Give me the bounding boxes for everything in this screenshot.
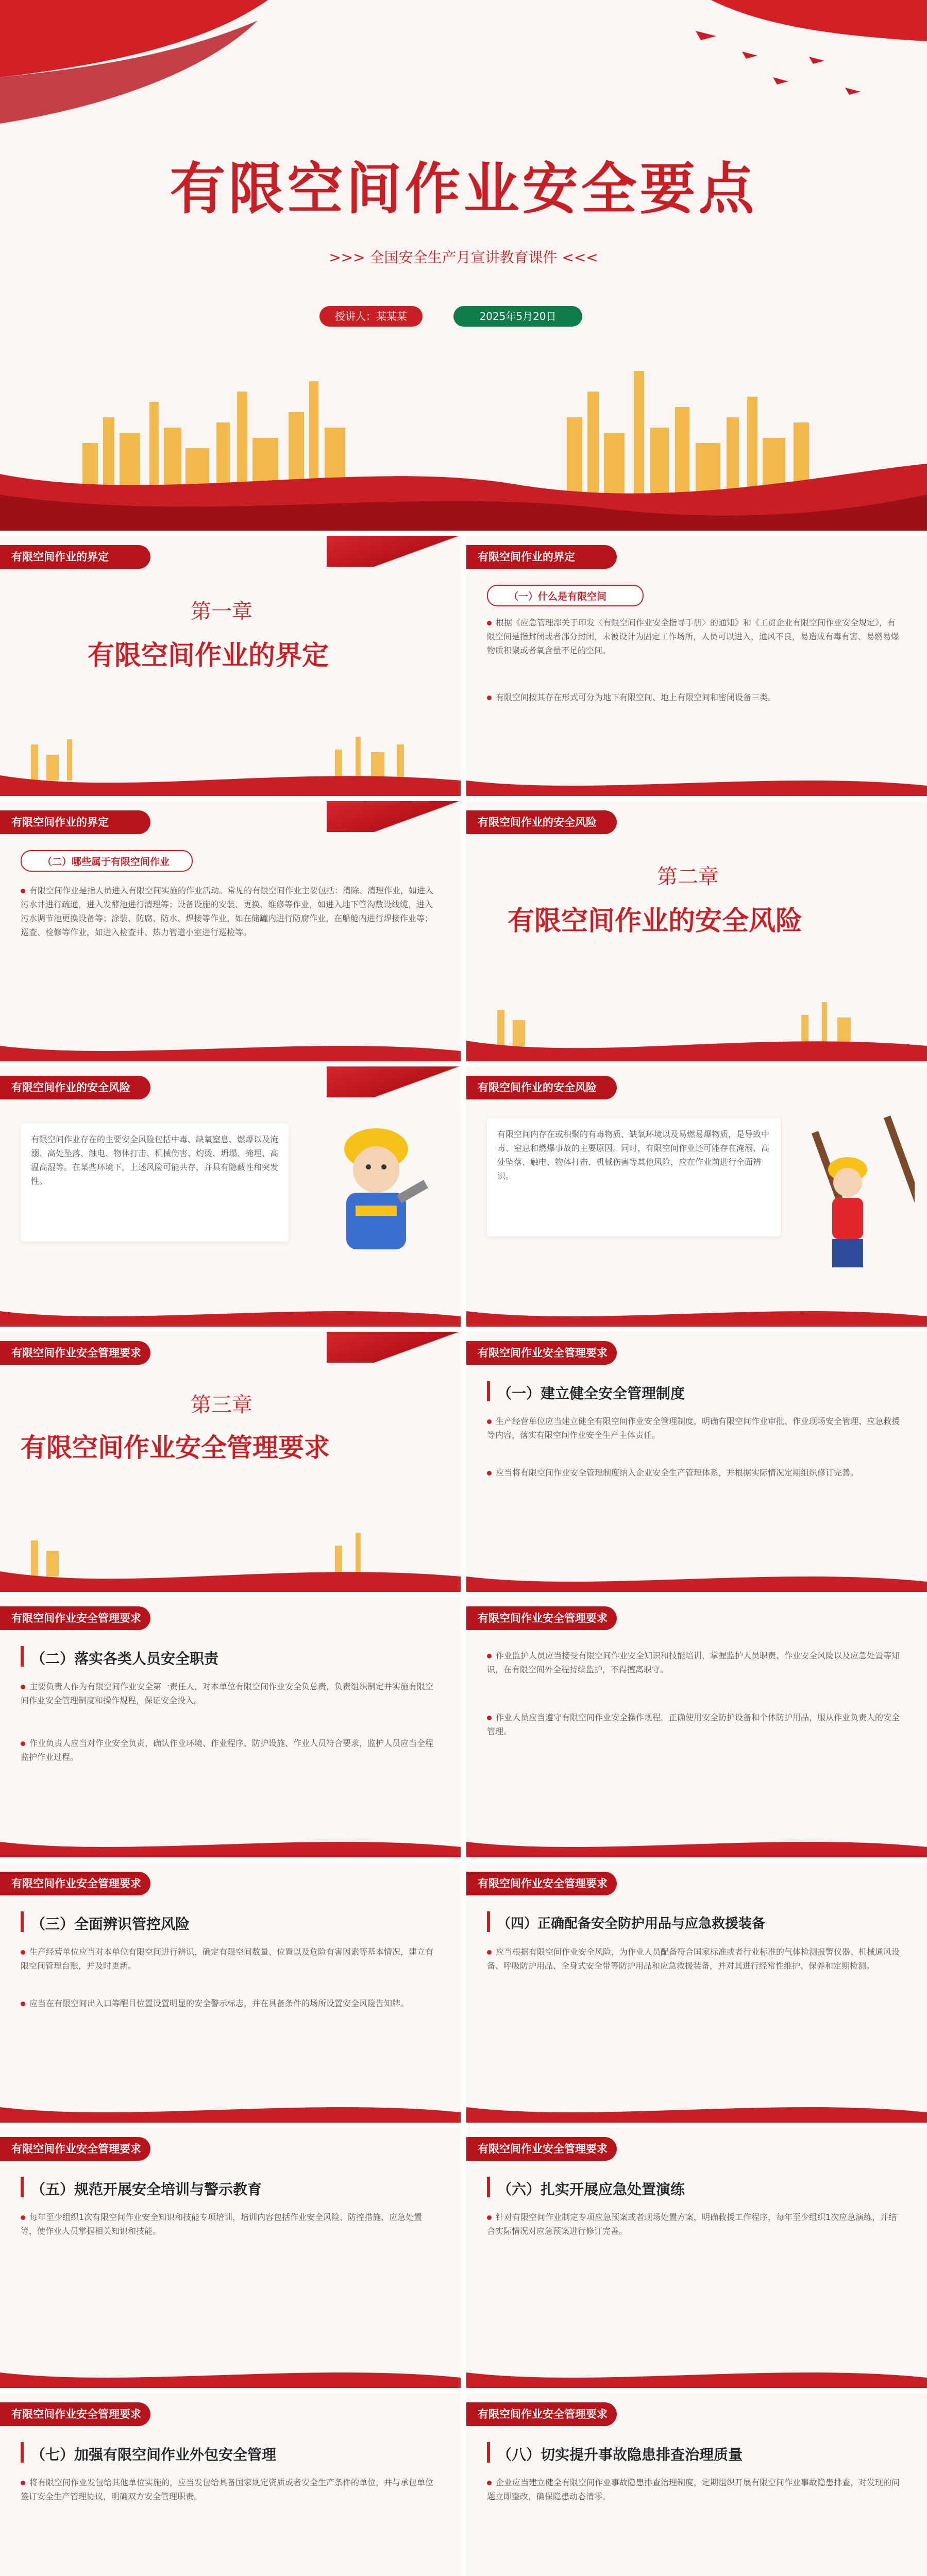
subheading-text: （一）什么是有限空间 [509, 591, 607, 602]
paragraph-text: 生产经营单位应当建立健全有限空间作业安全管理制度，明确有限空间作业审批、作业现场安全管理、应急救援等内容，落实有限空间作业安全生产主体责任。 [487, 1416, 900, 1440]
bullet-dot [21, 1741, 25, 1746]
management-8-slide [0, 2393, 461, 2576]
cover-top-ribbon [0, 0, 927, 134]
slide-header: 有限空间作业安全管理要求 [0, 1606, 150, 1630]
section-bar [21, 2177, 24, 2197]
corner-ribbon [327, 1066, 461, 1097]
bottom-wave [0, 1291, 461, 1327]
paragraph-text: 每年至少组织1次有限空间作业安全知识和技能专项培训，培训内容包括作业安全风险、防控措施、应急处置等，使作业人员掌握相关知识和技能。 [21, 2212, 423, 2236]
bottom-wave [0, 2087, 461, 2123]
paragraph-1 [21, 1945, 438, 1973]
paragraph-1 [487, 2476, 904, 2503]
subheading-pill [21, 850, 193, 872]
bullet-dot [21, 2215, 25, 2220]
management-6-slide [0, 2128, 461, 2388]
cover-slide [0, 0, 927, 531]
corner-ribbon [327, 1332, 461, 1363]
section-title: （一）建立健全安全管理制度 [497, 1385, 685, 1402]
management-2-slide [0, 1597, 461, 1857]
paragraph-2 [487, 690, 899, 704]
slide-header: 有限空间作业安全管理要求 [466, 2402, 617, 2426]
section-bar [487, 2442, 490, 2463]
bottom-wave [466, 999, 927, 1061]
chapter-1-slide [0, 536, 461, 796]
chapter-title: 有限空间作业的界定 [88, 640, 329, 671]
paragraph-text: 主要负责人作为有限空间作业安全第一责任人，对本单位有限空间作业安全负总责，负责组织制定并实施有限空间作业安全管理制度和操作规程，保证安全投入。 [21, 1682, 434, 1705]
chapter-number: 第二章 [657, 865, 719, 889]
paragraph-2 [487, 1466, 904, 1480]
paragraph-1 [487, 1649, 904, 1676]
paragraph-1 [487, 1945, 904, 1973]
paragraph-1 [487, 2210, 904, 2238]
chapter-3-slide [0, 1332, 461, 1592]
paragraph-text: 应当在有限空间出入口等醒目位置设置明显的安全警示标志，并在具备条件的场所设置安全风险告知牌。 [29, 1998, 409, 2008]
city-skyline-illustration [0, 340, 927, 531]
bottom-wave [0, 2352, 461, 2388]
paragraph-text: 生产经营单位应当对本单位有限空间进行辨识，确定有限空间数量、位置以及危险有害因素等基本情况，建立有限空间管理台账，并及时更新。 [21, 1947, 434, 1971]
paragraph-text: 根据《应急管理部关于印发〈有限空间作业安全指导手册〉的通知》和《工贸企业有限空间作业安全规定》，有限空间是指封闭或者部分封闭，未被设计为固定工作场所，人员可以进入，通风不良，易造成有毒有害、易燃易爆物质积聚或者氧含量不足的空间。 [487, 618, 900, 655]
slide-header: 有限空间作业安全管理要求 [466, 2137, 617, 2161]
bullet-dot [487, 1471, 492, 1476]
bullet-dot [487, 2215, 492, 2220]
worker-illustration [314, 1118, 438, 1273]
slide-header: 有限空间作业的安全风险 [466, 810, 617, 834]
paragraph-text: 将有限空间作业发包给其他单位实施的，应当发包给具备国家规定资质或者安全生产条件的单位，并与承包单位签订安全生产管理协议，明确双方安全管理职责。 [21, 2478, 434, 2501]
slide-header: 有限空间作业安全管理要求 [0, 2137, 150, 2161]
paragraph-1 [21, 1680, 438, 1707]
slide-header: 有限空间作业安全管理要求 [0, 1872, 150, 1895]
paragraph-text: 应当将有限空间作业安全管理制度纳入企业安全生产管理体系，并根据实际情况定期组织修订完善。 [496, 1468, 859, 1478]
section-bar [21, 2442, 24, 2463]
section-title: （五）规范开展安全培训与警示教育 [31, 2181, 262, 2198]
paragraph-text: 针对有限空间作业制定专项应急预案或者现场处置方案，明确救援工作程序，每年至少组织1次应急演练，并结合实际情况对应急预案进行修订完善。 [487, 2212, 897, 2236]
chapter-title: 有限空间作业安全管理要求 [21, 1432, 330, 1463]
text-card [487, 1118, 781, 1236]
section-title: （六）扎实开展应急处置演练 [497, 2181, 685, 2198]
slide-header: 有限空间作业的安全风险 [466, 1076, 617, 1099]
chapter-number: 第三章 [191, 1393, 252, 1417]
bullet-dot [21, 1685, 25, 1689]
bottom-wave [466, 2087, 927, 2123]
paragraph-1 [21, 2476, 438, 2503]
bullet-dot [487, 621, 492, 625]
corner-ribbon [327, 801, 461, 832]
management-9-slide [466, 2393, 927, 2576]
management-4-slide [0, 1862, 461, 2123]
section-title: （三）全面辨识管控风险 [31, 1916, 190, 1933]
bullet-dot [21, 1950, 25, 1955]
risk-slide-1 [0, 1066, 461, 1327]
bottom-wave [0, 1530, 461, 1592]
bullet-dot [487, 1419, 492, 1424]
what-is-operation-slide [0, 801, 461, 1061]
paragraph-text: 作业负责人应当对作业安全负责，确认作业环境、作业程序、防护设施、作业人员符合要求，监护人员应当全程监护作业过程。 [21, 1738, 434, 1762]
management-5-slide [466, 1862, 927, 2123]
bullet-dot [487, 696, 492, 700]
paragraph-2 [21, 1736, 438, 1764]
cover-title: 有限空间作业安全要点 [170, 157, 757, 222]
section-bar [21, 1646, 24, 1667]
date-pill: 2025年5月20日 [453, 306, 582, 327]
slide-header: 有限空间作业安全管理要求 [466, 1872, 617, 1895]
bullet-dot [21, 2481, 25, 2485]
bullet-dot [487, 1950, 492, 1955]
subheading-pill [487, 585, 644, 606]
bottom-wave [0, 1821, 461, 1857]
bullet-dot [487, 2481, 492, 2485]
management-7-slide [466, 2128, 927, 2388]
subheading-text: （二）哪些属于有限空间作业 [42, 856, 170, 868]
bottom-wave [466, 1821, 927, 1857]
paragraph-text: 有限空间按其存在形式可分为地下有限空间、地上有限空间和密闭设备三类。 [496, 692, 777, 702]
paragraph-text: 有限空间作业是指人员进入有限空间实施的作业活动。常见的有限空间作业主要包括：清除、清理作业，如进入污水井进行疏通，进入发酵池进行清理等；设备设施的安装、更换、维修等作业，如进入地下管沟敷设线缆，进入污水调节池更换设备等；涂装、防腐、防水、焊接等作业，如在储罐内进行防腐作业，在船舱内进行焊接作业等；巡查、检修等作业，如进入检查井、热力管道小室进行巡检等。 [21, 886, 434, 937]
slide-header: 有限空间作业安全管理要求 [466, 1341, 617, 1365]
bottom-wave [466, 760, 927, 796]
presenter-pill: 授讲人：某某某 [319, 306, 423, 327]
chapter-title: 有限空间作业的安全风险 [508, 905, 803, 937]
paragraph-2 [21, 1996, 438, 2010]
bottom-wave [466, 1291, 927, 1327]
slide-header: 有限空间作业安全管理要求 [0, 2402, 150, 2426]
section-bar [21, 1911, 24, 1932]
bottom-wave [0, 1025, 461, 1061]
section-bar [487, 1911, 490, 1932]
paragraph-1 [21, 2210, 438, 2238]
slide-header: 有限空间作业的安全风险 [0, 1076, 150, 1099]
what-is-confined-space-slide [466, 536, 927, 796]
paragraph-1: 有限空间内存在或积聚的有毒物质、缺氧环境以及易燃易爆物质，是导致中毒、窒息和燃爆事故的主要原因。同时，有限空间作业还可能存在淹溺、高处坠落、触电、物体打击、机械伤害等其他风险，应在作业前进行全面辨识。 [497, 1129, 770, 1181]
chapter-number: 第一章 [191, 600, 252, 623]
cover-subtitle: >>> 全国安全生产月宣讲教育课件 <<< [329, 249, 598, 266]
section-bar [487, 2177, 490, 2197]
paragraph-text: 企业应当建立健全有限空间作业事故隐患排查治理制度，定期组织开展有限空间作业事故隐患排查，对发现的问题立即整改，确保隐患动态清零。 [487, 2478, 900, 2501]
slide-header: 有限空间作业安全管理要求 [0, 1341, 150, 1365]
paragraph-text: 作业人员应当遵守有限空间作业安全操作规程，正确使用安全防护设备和个体防护用品，服从作业负责人的安全管理。 [487, 1713, 900, 1736]
paragraph-1 [21, 884, 438, 939]
chapter-2-slide [466, 801, 927, 1061]
slide-header: 有限空间作业的界定 [0, 810, 150, 834]
section-title: （二）落实各类人员安全职责 [31, 1650, 219, 1667]
slide-header: 有限空间作业的界定 [0, 545, 150, 569]
paragraph-1 [487, 616, 899, 657]
risk-slide-2 [466, 1066, 927, 1327]
ladder-worker-illustration [796, 1113, 915, 1278]
bottom-wave [0, 734, 461, 796]
paragraph-text: 应当根据有限空间作业安全风险，为作业人员配备符合国家标准或者行业标准的气体检测报警仪器、机械通风设备、呼吸防护用品、全身式安全带等防护用品和应急救援装备，并对其进行经常性维护、保养和定期检测。 [487, 1947, 900, 1971]
bottom-wave [466, 2352, 927, 2388]
bullet-dot [21, 2002, 25, 2006]
paragraph-1: 有限空间作业存在的主要安全风险包括中毒、缺氧窒息、燃爆以及淹溺、高处坠落、触电、物体打击、机械伤害、灼烫、坍塌、掩埋、高温高湿等。在某些环境下，上述风险可能共存，并具有隐蔽性和突发性。 [31, 1134, 279, 1186]
corner-ribbon [327, 536, 461, 567]
section-bar [487, 1381, 490, 1401]
slide-header: 有限空间作业安全管理要求 [466, 1606, 617, 1630]
management-3-slide [466, 1597, 927, 1857]
section-title: （八）切实提升事故隐患排查治理质量 [497, 2446, 743, 2463]
section-title: （四）正确配备安全防护用品与应急救援装备 [497, 1916, 766, 1931]
paragraph-1 [487, 1414, 904, 1442]
management-1-slide [466, 1332, 927, 1592]
paragraph-2 [487, 1710, 904, 1738]
bullet-dot [21, 889, 25, 893]
slide-header: 有限空间作业的界定 [466, 545, 617, 569]
bottom-wave [466, 1556, 927, 1592]
bullet-dot [487, 1654, 492, 1658]
paragraph-text: 作业监护人员应当接受有限空间作业安全知识和技能培训，掌握监护人员职责、作业安全风险以及应急处置等知识，在有限空间外全程持续监护，不得擅离职守。 [487, 1651, 900, 1674]
text-card [21, 1123, 289, 1242]
bullet-dot [487, 1716, 492, 1720]
section-title: （七）加强有限空间作业外包安全管理 [31, 2446, 277, 2463]
